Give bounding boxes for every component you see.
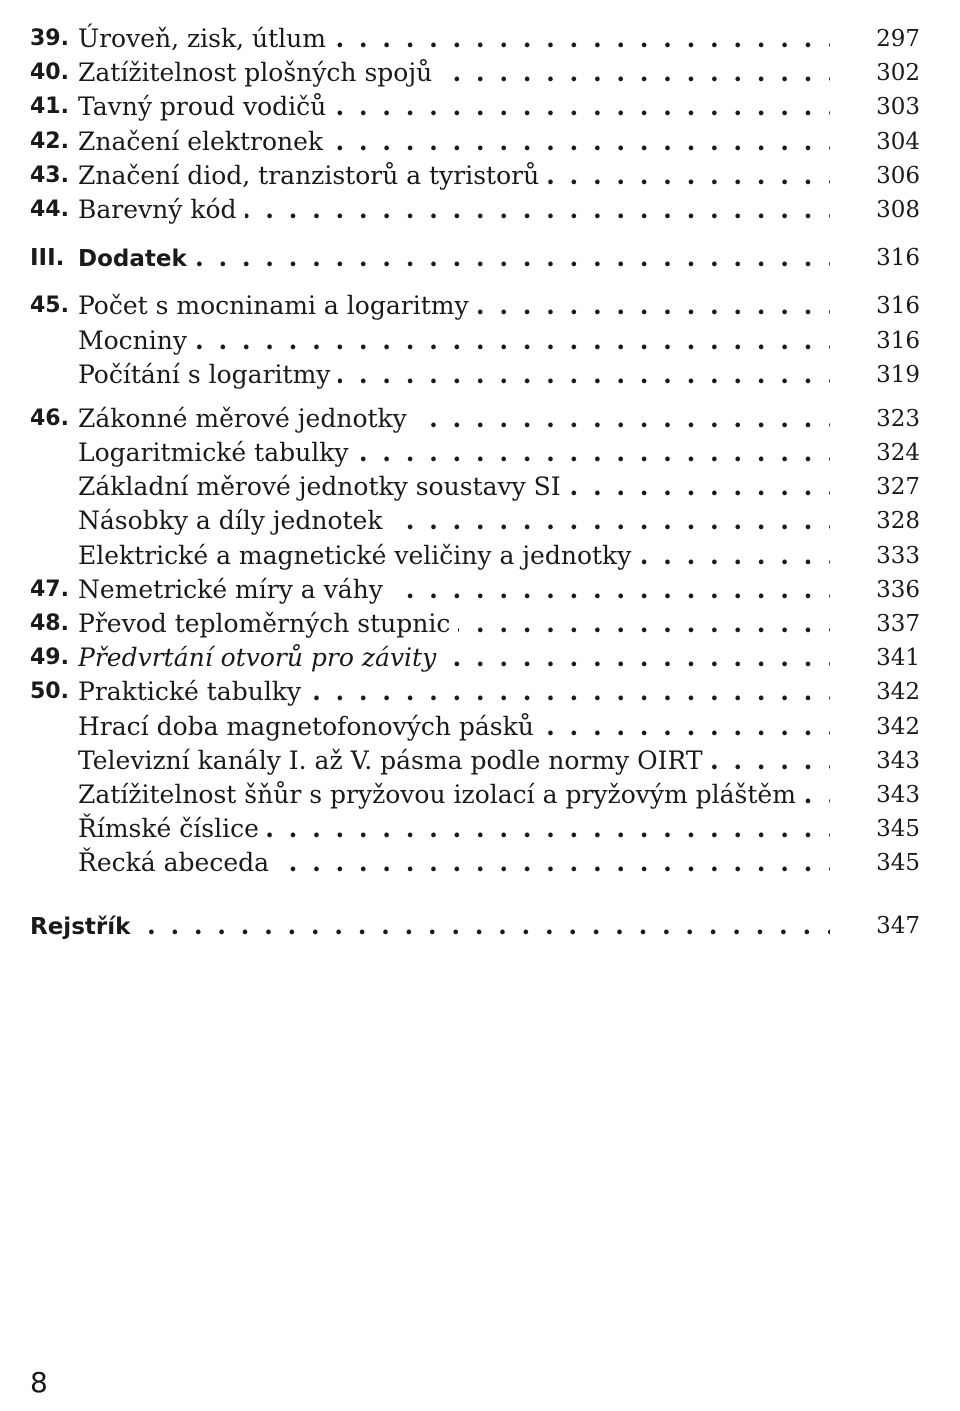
toc-subentry[interactable] bbox=[30, 470, 920, 504]
toc-subentry[interactable] bbox=[30, 539, 920, 573]
entry-page: 303 bbox=[876, 94, 920, 121]
toc-subentry[interactable] bbox=[30, 358, 920, 392]
toc-subentry[interactable] bbox=[30, 504, 920, 538]
entry-title: Značení elektronek bbox=[78, 127, 331, 156]
entry-page: 324 bbox=[876, 440, 920, 467]
index-page: 347 bbox=[876, 912, 920, 939]
entry-title: Nemetrické míry a váhy bbox=[78, 575, 391, 604]
entry-page: 297 bbox=[876, 26, 920, 52]
entry-title: Počítání s logaritmy bbox=[78, 360, 338, 389]
entry-page: 343 bbox=[876, 747, 920, 774]
entry-title: Hrací doba magnetofonových pásků bbox=[78, 712, 542, 741]
entry-number: 48. bbox=[30, 611, 69, 636]
entry-title: Předvrtání otvorů pro závity bbox=[78, 643, 444, 672]
toc-subentry[interactable] bbox=[30, 710, 920, 744]
entry-title: Praktické tabulky bbox=[78, 677, 309, 706]
entry-page: 343 bbox=[876, 781, 920, 808]
toc-entry[interactable] bbox=[30, 675, 920, 709]
toc-entry[interactable] bbox=[30, 56, 920, 90]
entry-number: 45. bbox=[30, 293, 69, 319]
entry-page: 333 bbox=[876, 542, 920, 569]
entry-page: 342 bbox=[876, 679, 920, 706]
entry-number: 41. bbox=[30, 94, 69, 120]
toc-subentry[interactable] bbox=[30, 846, 920, 880]
entry-page: 319 bbox=[876, 361, 920, 388]
toc-entry[interactable] bbox=[30, 402, 920, 436]
table-of-contents bbox=[30, 22, 920, 943]
entry-title: Značení diod, tranzistorů a tyristorů bbox=[78, 161, 547, 190]
entry-page: 316 bbox=[876, 293, 920, 320]
entry-title: Základní měrové jednotky soustavy SI bbox=[78, 472, 569, 501]
entry-title: Zatížitelnost plošných spojů bbox=[78, 58, 440, 87]
section-number: III. bbox=[30, 245, 65, 272]
entry-page: 337 bbox=[876, 611, 920, 637]
entry-title: Barevný kód bbox=[78, 195, 245, 224]
toc-entry[interactable] bbox=[30, 573, 920, 607]
entry-title: Televizní kanály I. až V. pásma podle normy OIRT bbox=[78, 746, 711, 775]
entry-number: 43. bbox=[30, 162, 69, 188]
entry-page: 304 bbox=[876, 128, 920, 155]
toc-subentry[interactable] bbox=[30, 324, 920, 358]
toc-section-heading[interactable] bbox=[30, 241, 920, 275]
entry-page: 323 bbox=[876, 405, 920, 432]
toc-entry[interactable] bbox=[30, 607, 920, 641]
entry-number: 42. bbox=[30, 128, 69, 154]
entry-page: 336 bbox=[876, 576, 920, 603]
page-number: 8 bbox=[30, 1366, 48, 1399]
entry-title: Zatížitelnost šňůr s pryžovou izolací a pryžovým pláštěm bbox=[78, 780, 804, 809]
entry-title: Úroveň, zisk, útlum bbox=[78, 24, 334, 53]
entry-page: 308 bbox=[876, 196, 920, 223]
entry-title: Římské číslice bbox=[78, 814, 267, 843]
entry-number: 47. bbox=[30, 576, 69, 602]
entry-page: 342 bbox=[876, 713, 920, 740]
section-title: Dodatek bbox=[78, 246, 195, 272]
toc-entry[interactable] bbox=[30, 125, 920, 159]
toc-entry[interactable] bbox=[30, 193, 920, 227]
section-page: 316 bbox=[876, 245, 920, 272]
toc-entry[interactable] bbox=[30, 159, 920, 193]
entry-page: 328 bbox=[876, 508, 920, 535]
toc-subentry[interactable] bbox=[30, 744, 920, 778]
entry-number: 49. bbox=[30, 645, 69, 671]
toc-subentry[interactable] bbox=[30, 436, 920, 470]
index-title: Rejstřík bbox=[30, 914, 138, 940]
entry-title: Převod teploměrných stupnic bbox=[78, 609, 458, 638]
toc-entry[interactable] bbox=[30, 90, 920, 124]
toc-entry[interactable] bbox=[30, 22, 920, 56]
entry-number: 46. bbox=[30, 405, 69, 431]
entry-page: 327 bbox=[876, 474, 920, 501]
entry-page: 341 bbox=[876, 645, 920, 672]
entry-title: Řecká abeceda bbox=[78, 848, 277, 877]
entry-number: 50. bbox=[30, 679, 69, 705]
toc-index-entry[interactable] bbox=[30, 909, 920, 943]
entry-page: 302 bbox=[876, 60, 920, 87]
entry-title: Zákonné měrové jednotky bbox=[78, 404, 415, 433]
entry-page: 306 bbox=[876, 162, 920, 189]
entry-title: Počet s mocninami a logaritmy bbox=[78, 291, 477, 320]
entry-number: 39. bbox=[30, 26, 69, 51]
toc-subentry[interactable] bbox=[30, 812, 920, 846]
entry-title: Násobky a díly jednotek bbox=[78, 506, 391, 535]
toc-entry[interactable] bbox=[30, 289, 920, 323]
entry-page: 316 bbox=[876, 327, 920, 354]
entry-title: Elektrické a magnetické veličiny a jednotky bbox=[78, 541, 639, 570]
toc-subentry[interactable] bbox=[30, 778, 920, 812]
entry-page: 345 bbox=[876, 850, 920, 877]
entry-number: 44. bbox=[30, 196, 69, 222]
entry-number: 40. bbox=[30, 60, 69, 86]
entry-title: Logaritmické tabulky bbox=[78, 438, 356, 467]
entry-page: 345 bbox=[876, 816, 920, 843]
entry-title: Tavný proud vodičů bbox=[78, 92, 334, 121]
toc-entry[interactable] bbox=[30, 641, 920, 675]
entry-title: Mocniny bbox=[78, 326, 195, 355]
